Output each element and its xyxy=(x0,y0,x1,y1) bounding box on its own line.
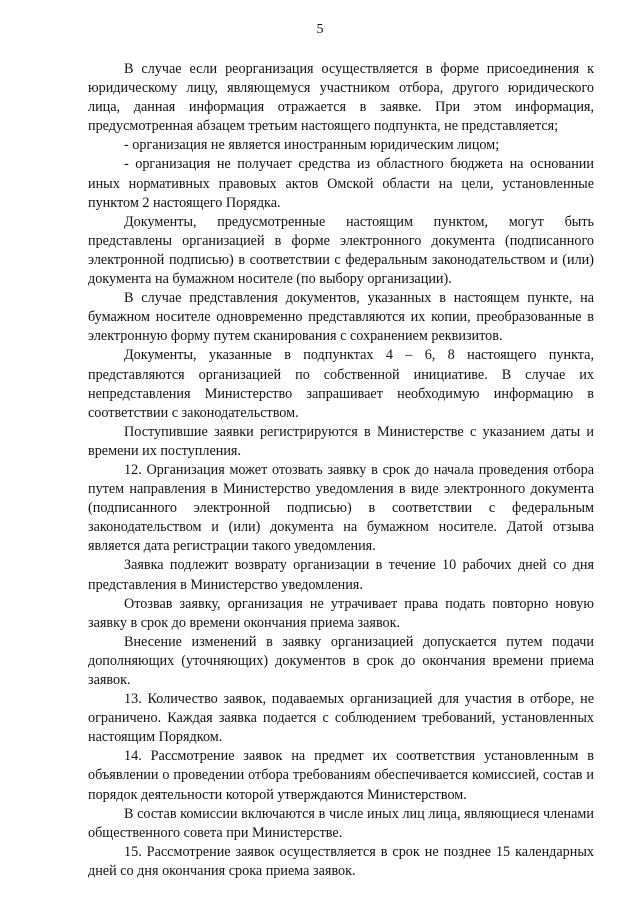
paragraph: Отозвав заявку, организация не утрачивает права подать повторно новую заявку в срок до времени окончания приема заявок. xyxy=(88,595,594,631)
paragraph-item-14: 14. Рассмотрение заявок на предмет их соответствия установленным в объявлении о проведении отбора требованиям обеспечивается комиссией, состав и порядок деятельности которой утверждаются Министерством. xyxy=(88,748,594,803)
paragraph: Поступившие заявки регистрируются в Министерстве с указанием даты и времени их поступления. xyxy=(88,423,594,459)
page-number: 5 xyxy=(316,22,324,37)
paragraph: - организация не является иностранным юридическим лицом; xyxy=(124,137,500,154)
paragraph: В случае если реорганизация осуществляется в форме присоединения к юридическому лицу, являющемуся участником отбора, другого юридического лица, данная информация отражается в заявке. При этом информация, предусмотренная абзацем третьим настоящего подпункта, не представляется; xyxy=(88,61,594,135)
document-body xyxy=(88,60,594,881)
paragraph: Документы, указанные в подпунктах 4 – 6, 8 настоящего пункта, представляются организацией по собственной инициативе. В случае их непредставления Министерство запрашивает необходимую информацию в соответствии с законодательством. xyxy=(88,347,594,421)
paragraph: В случае представления документов, указанных в настоящем пункте, на бумажном носителе одновременно представляются их копии, преобразованные в электронную форму путем сканирования с сохранением реквизитов. xyxy=(88,290,594,345)
paragraph: Внесение изменений в заявку организацией допускается путем подачи дополняющих (уточняющих) документов в срок до окончания времени приема заявок. xyxy=(88,633,594,688)
paragraph: В состав комиссии включаются в числе иных лиц лица, являющиеся членами общественного совета при Министерстве. xyxy=(88,805,594,841)
paragraph: Документы, предусмотренные настоящим пунктом, могут быть представлены организацией в форме электронного документа (подписанного электронной подписью) в соответствии с федеральным законодательством и (или) документа на бумажном носителе (по выбору организации). xyxy=(88,213,594,288)
paragraph-item-12: 12. Организация может отозвать заявку в срок до начала проведения отбора путем направления в Министерство уведомления в виде электронного документа (подписанного электронной подписью) в соответствии с федеральным законодательством и (или) документа на бумажном носителе. Датой отзыва является дата регистрации такого уведомления. xyxy=(88,461,594,555)
paragraph: Заявка подлежит возврату организации в течение 10 рабочих дней со дня представления в Министерство уведомления. xyxy=(88,557,594,593)
paragraph: - организация не получает средства из областного бюджета на основании иных нормативных правовых актов Омской области на цели, установленные пунктом 2 настоящего Порядка. xyxy=(88,156,594,211)
paragraph-item-13: 13. Количество заявок, подаваемых организацией для участия в отборе, не ограничено. Каждая заявка подается с соблюдением требований, установленных настоящим Порядком. xyxy=(88,691,594,746)
paragraph-item-15: 15. Рассмотрение заявок осуществляется в срок не позднее 15 календарных дней со дня окончания срока приема заявок. xyxy=(88,843,594,879)
